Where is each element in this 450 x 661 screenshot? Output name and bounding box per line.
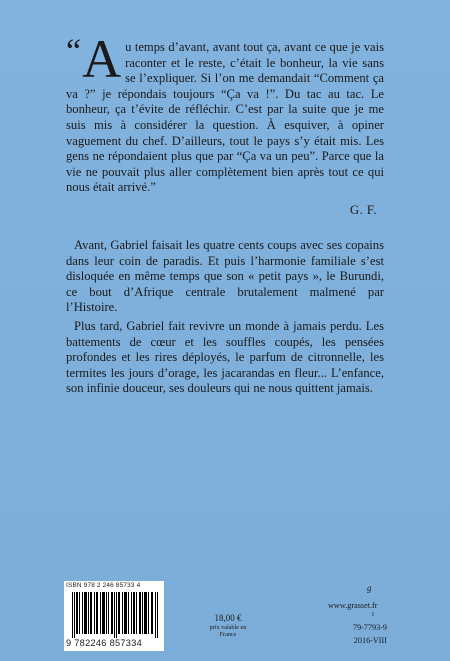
price-note-line1: prix valable en	[209, 624, 247, 631]
barcode-panel	[64, 581, 164, 651]
price-note-line2: France	[219, 631, 237, 639]
quote-signature: G. F.	[350, 203, 378, 217]
publisher-logo: g	[367, 583, 372, 593]
reference-code: 79-7793-9	[352, 623, 387, 632]
summary-paragraph-2: Plus tard, Gabriel fait revivre un monde à jamais perdu. Les battements de cœur et les souffles coupés, les pensées profondes et les rires déployés, le parfum de citronnelle, les termites les jours d’orage, les jacarandas en fleur... L’enfance, son infinie douceur, ses douleurs qui ne nous quittent jamais.	[66, 318, 384, 396]
book-summary	[66, 238, 384, 397]
opening-quote-mark: “	[66, 33, 82, 70]
barcode-graphic	[72, 592, 160, 638]
publisher-tick-mark: I	[372, 612, 374, 618]
ean-digits: 9 782246 857334	[66, 638, 143, 648]
summary-paragraph-1: Avant, Gabriel faisait les quatre cents coups avec ses copains dans leur coin de paradis. Et puis l’harmonie familiale s’est disloquée en même temps que son « petit pays », le Burundi, ce bout d’Afrique centrale brutalement malmené par l’Histoire.	[66, 238, 384, 315]
quote-dropcap-group	[66, 29, 122, 89]
publisher-url: www.grasset.fr	[328, 601, 378, 610]
author-quote	[66, 29, 384, 196]
isbn-label: ISBN 978 2 246 85733 4	[66, 582, 141, 589]
publisher-reference	[339, 621, 387, 647]
edition-date: 2016-VIII	[353, 636, 387, 645]
price-amount: 18,00 €	[214, 613, 242, 623]
quote-text: u temps d’avant, avant tout ça, avant ce que je vais raconter et le reste, c’était le bonheur, la vie sans se l’expliquer. Si l’on me demandait “Comment ça va ?” je répondais toujours “Ça va !”. Du tac au tac. Le bonheur, ça t’évite de réfléchir. C’est par la suite que je me suis mis à considérer la question. À esquiver, à opiner vaguement du chef. D’ailleurs, tout le pays s’y était mis. Les gens ne répondaient plus que par “Ça va un peu”. Parce que la vie ne pouvait plus aller complètement bien après tout ce qui nous était arrivé.”	[66, 40, 384, 195]
price-block	[198, 613, 258, 639]
dropcap-letter: A	[82, 29, 122, 89]
